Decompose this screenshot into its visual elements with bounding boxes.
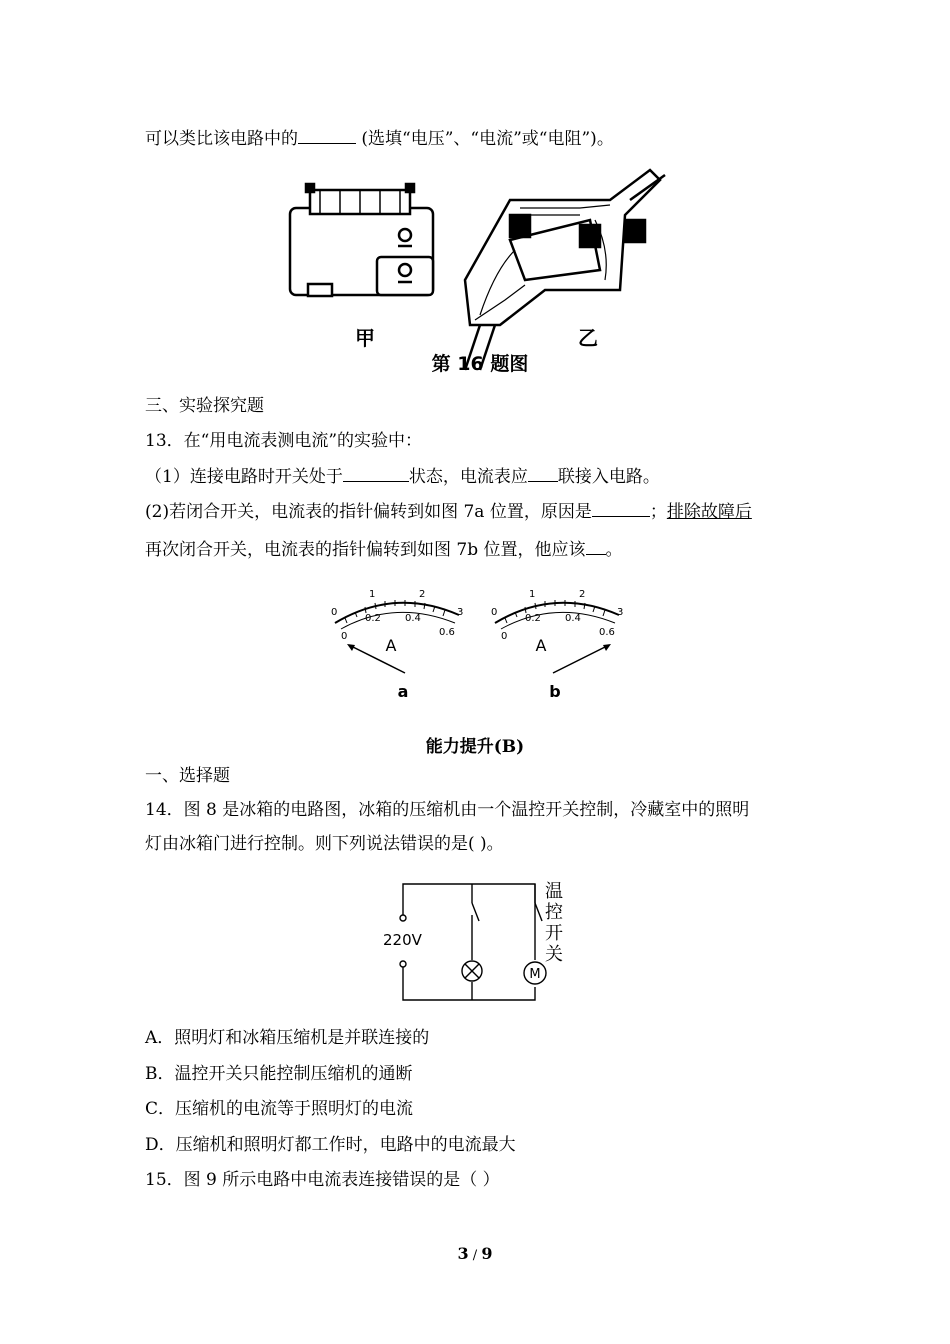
- page-number: [0, 1244, 950, 1263]
- scale-top-1: 1: [369, 589, 376, 600]
- q13-part2-line1: [145, 499, 752, 524]
- switch-label-char-2: 控: [545, 902, 563, 923]
- q14-option-a[interactable]: A．照明灯和冰箱压缩机是并联连接的: [145, 1028, 430, 1048]
- needle-b: [553, 645, 609, 673]
- q13-p1-text-a: （1）连接电路时开关处于: [145, 467, 343, 487]
- scale-top-3: 3: [617, 607, 624, 618]
- section-3-title: 三、实验探究题: [145, 396, 264, 416]
- scale-top-2: 2: [419, 589, 426, 600]
- scale-top-2: 2: [579, 589, 586, 600]
- scale-bottom-0.6: 0.6: [599, 627, 615, 638]
- scale-top-0: 0: [331, 607, 338, 618]
- q13-p1-text-c: 联接入电路。: [557, 467, 660, 487]
- page-separator: /: [468, 1248, 482, 1263]
- top-wire: [403, 884, 535, 915]
- bulb-1: [399, 229, 411, 241]
- switch-jia: [308, 284, 332, 296]
- scale-bottom-0: 0: [341, 631, 348, 642]
- scale-bottom-0.4: 0.4: [565, 613, 581, 624]
- figure-label-jia: 甲: [355, 326, 375, 350]
- answer-blank[interactable]: [592, 499, 650, 517]
- scale-top-0: 0: [491, 607, 498, 618]
- q14-stem-line1: 14．图 8 是冰箱的电路图，冰箱的压缩机由一个温控开关控制，冷藏室中的照明: [145, 800, 750, 820]
- figure-16-caption: 第 16 题图: [431, 353, 529, 375]
- ammeter-b: [491, 589, 623, 701]
- section-1-title: 一、选择题: [145, 766, 230, 786]
- door-switch: [472, 903, 479, 921]
- water-wheel-3: [625, 220, 645, 242]
- water-wheel-2: [580, 225, 600, 247]
- answer-blank[interactable]: [343, 464, 409, 482]
- q13-p2-text-e: 。: [605, 540, 623, 560]
- answer-blank[interactable]: [298, 126, 356, 144]
- q15-stem: 15．图 9 所示电路中电流表连接错误的是（ ）: [145, 1170, 500, 1190]
- scale-top-3: 3: [457, 607, 464, 618]
- q13-p2-text-b: ；: [649, 502, 667, 522]
- q13-stem: 13．在“用电流表测电流”的实验中：: [145, 431, 423, 451]
- ammeter-label-a: a: [397, 682, 409, 701]
- q14-option-c[interactable]: C．压缩机的电流等于照明灯的电流: [145, 1099, 414, 1119]
- switch-label-char-1: 温: [545, 881, 563, 902]
- switch-label-char-3: 开: [545, 923, 563, 944]
- scale-top-1: 1: [529, 589, 536, 600]
- q12-tail-text-2: (选填“电压”、“电流”或“电阻”)。: [356, 129, 614, 149]
- q13-p2-text-a: (2)若闭合开关，电流表的指针偏转到如图 7a 位置，原因是: [145, 502, 592, 522]
- q14-option-b[interactable]: B．温控开关只能控制压缩机的通断: [145, 1064, 413, 1084]
- voltage-label: 220V: [383, 931, 422, 949]
- q14-option-d[interactable]: D．压缩机和照明灯都工作时，电路中的电流最大: [145, 1135, 516, 1155]
- q13-part1: [145, 464, 660, 489]
- circuit-diagram-jia: [290, 184, 433, 296]
- ammeter-unit-a: A: [385, 636, 397, 655]
- q14-stem-line2: 灯由冰箱门进行控制。则下列说法错误的是( )。: [145, 834, 504, 854]
- q12-tail-line: [145, 126, 614, 151]
- answer-blank[interactable]: [528, 464, 558, 482]
- scale-bottom-0.6: 0.6: [439, 627, 455, 638]
- water-channel-yi: [465, 170, 665, 370]
- needle-a: [349, 645, 405, 673]
- switch-label-char-4: 关: [545, 944, 563, 965]
- motor-label: M: [529, 967, 541, 982]
- scale-bottom-0.2: 0.2: [525, 613, 541, 624]
- scale-bottom-0.4: 0.4: [405, 613, 421, 624]
- q12-tail-text-1: 可以类比该电路中的: [145, 129, 298, 149]
- figure-16: [280, 160, 680, 380]
- water-wheel-1: [510, 215, 530, 237]
- q13-part2-line2: [145, 537, 623, 562]
- answer-blank[interactable]: [586, 537, 606, 555]
- section-b-title: 能力提升(B): [425, 737, 525, 757]
- thermostat-switch: [535, 903, 542, 921]
- page-current: 3: [457, 1244, 469, 1263]
- page-total: 9: [481, 1244, 493, 1263]
- q13-p2-text-d: 再次闭合开关，电流表的指针偏转到如图 7b 位置，他应该: [145, 540, 586, 560]
- ammeter-label-b: b: [549, 682, 561, 701]
- q13-p2-text-c: 排除故障后: [666, 502, 752, 522]
- q13-p1-text-b: 状态，电流表应: [408, 467, 528, 487]
- ammeter-a: [331, 589, 463, 701]
- scale-bottom-0: 0: [501, 631, 508, 642]
- scale-bottom-0.2: 0.2: [365, 613, 381, 624]
- fridge-circuit-diagram: [375, 875, 575, 1010]
- ammeter-unit-b: A: [535, 636, 547, 655]
- ammeter-figure: [325, 585, 645, 705]
- figure-label-yi: 乙: [578, 326, 598, 350]
